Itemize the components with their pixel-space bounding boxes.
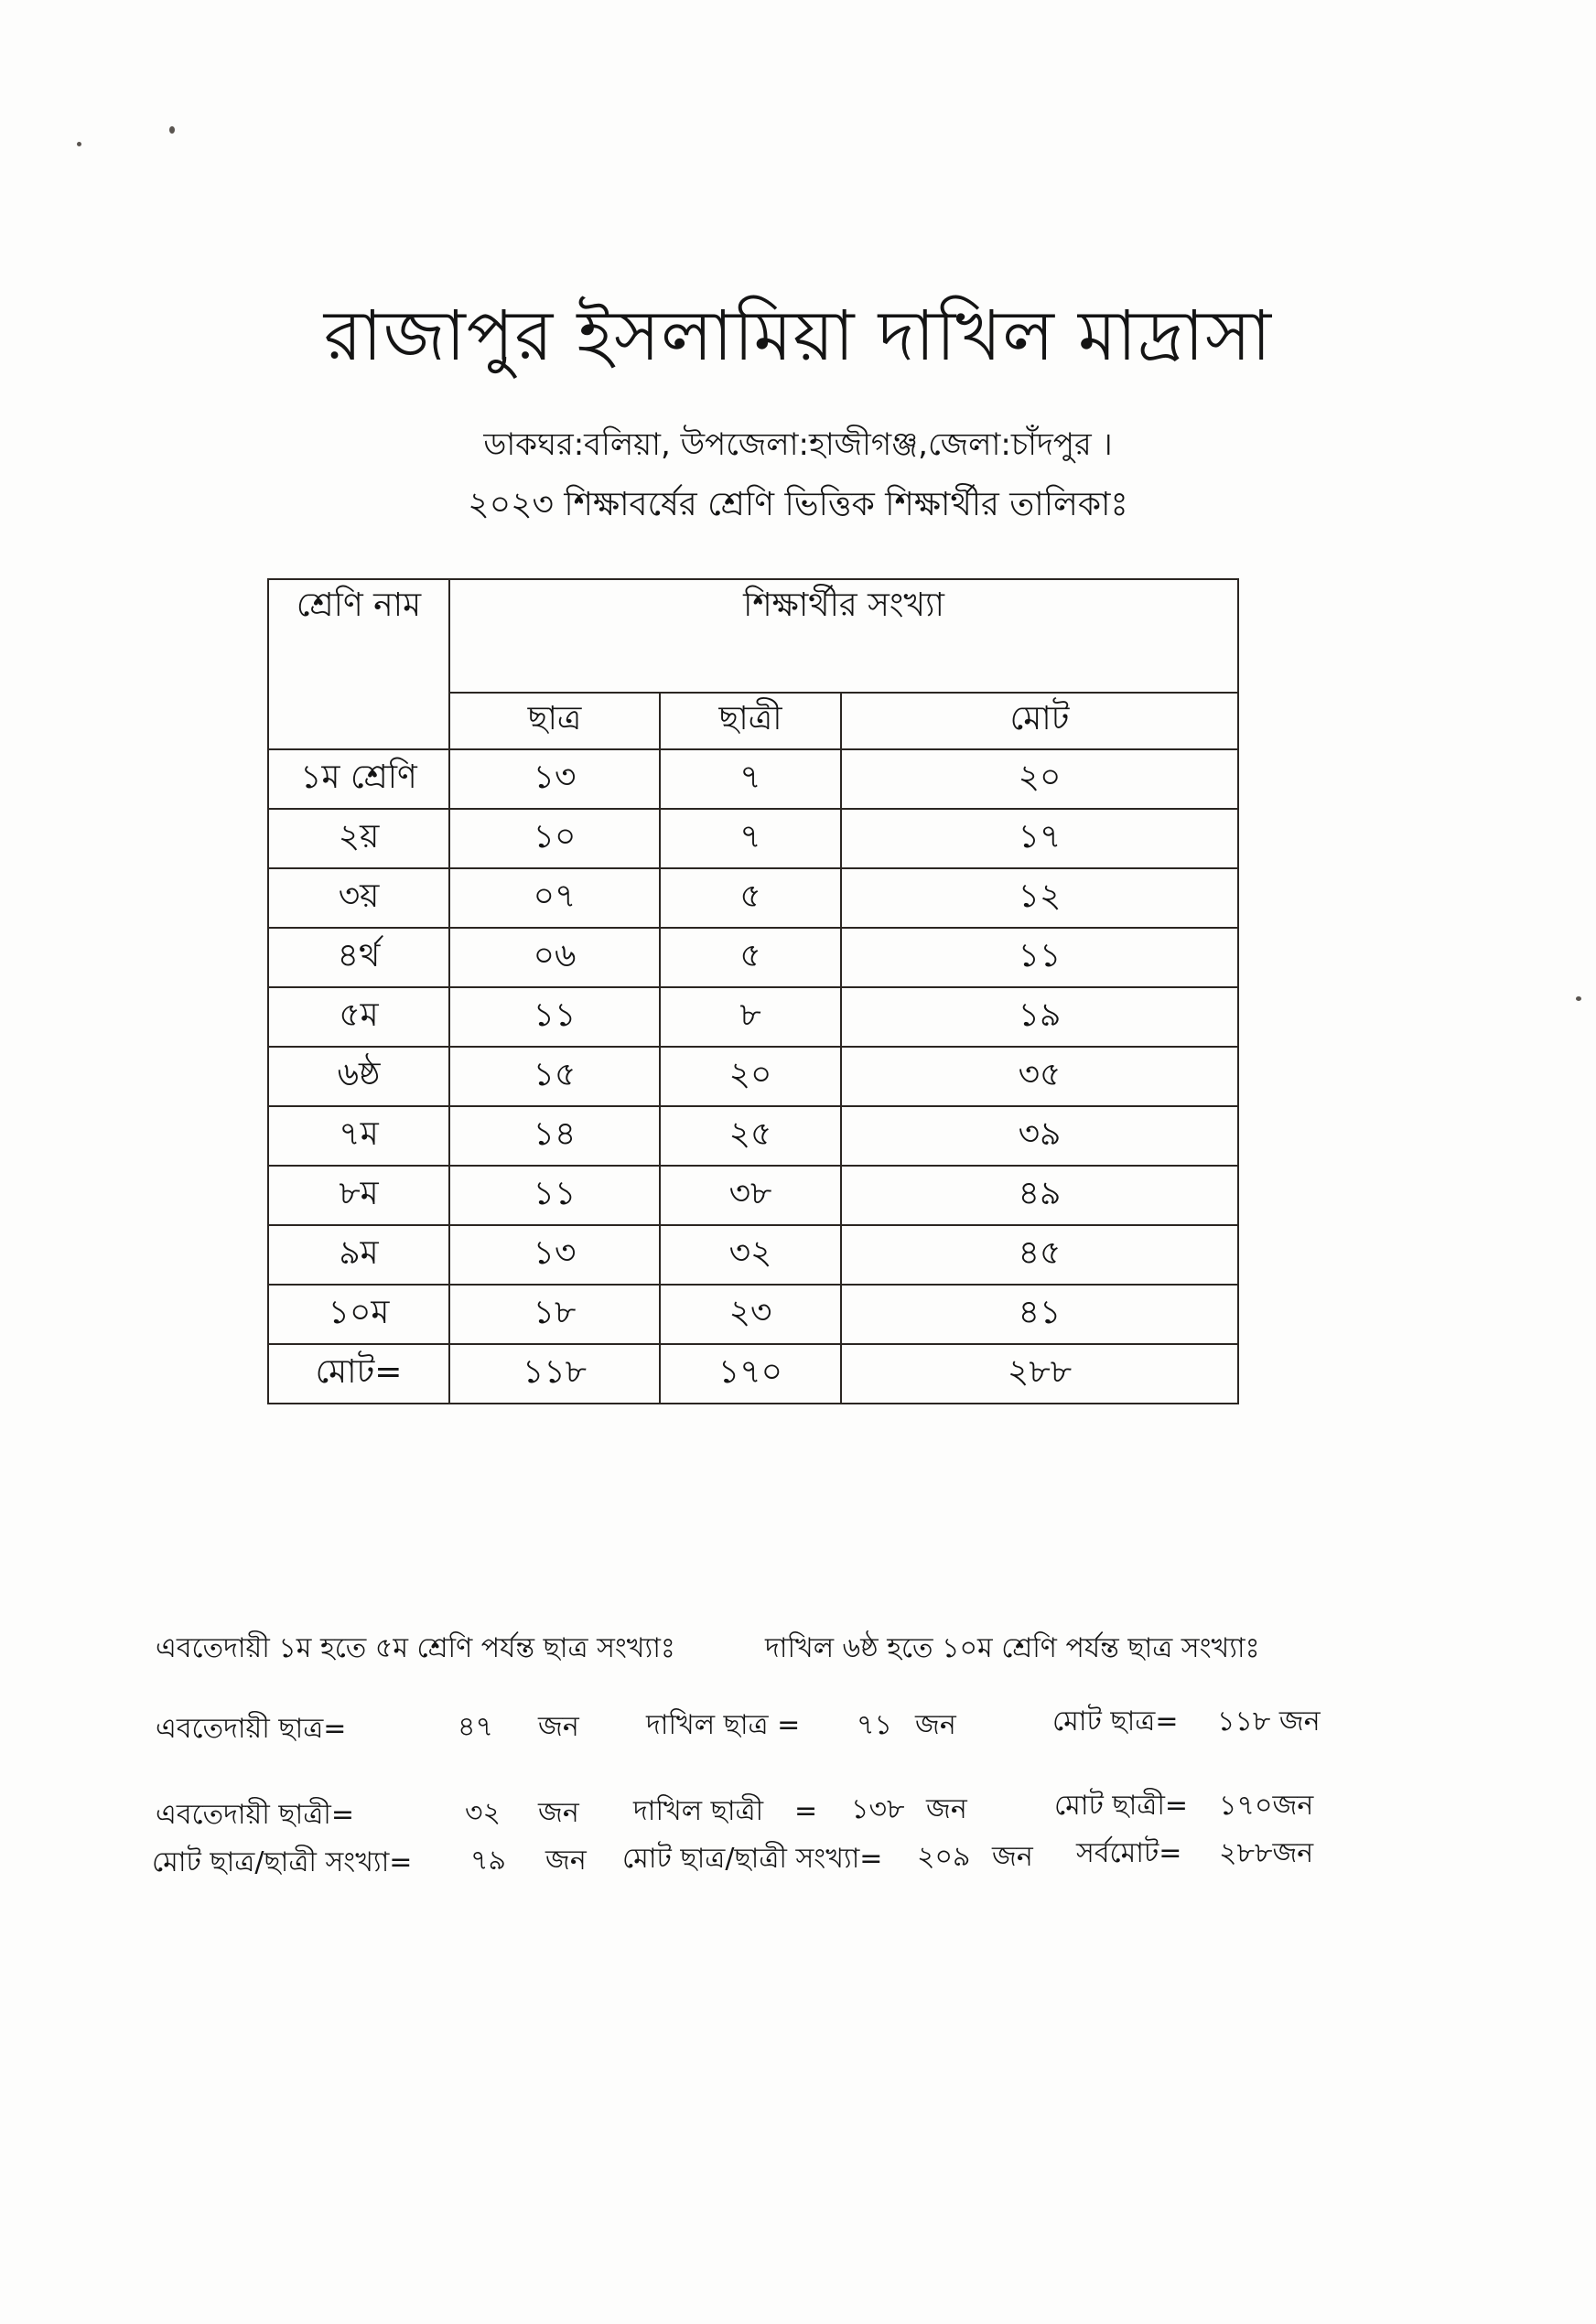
boys-cell: ১৫ — [449, 1047, 660, 1106]
boys-cell: ১৩ — [449, 749, 660, 809]
list-subtitle: ২০২৩ শিক্ষাবর্ষের শ্রেণি ভিত্তিক শিক্ষার্থীর তালিকাঃ — [468, 486, 1128, 523]
total-girls-label: মোট ছাত্রী= — [1054, 1790, 1189, 1822]
table-row — [268, 809, 1238, 868]
ebtedayi-all-label: মোট ছাত্র/ছাত্রী সংখ্যা= — [152, 1846, 413, 1878]
ebtedayi-girls-value: ৩২ — [465, 1797, 501, 1829]
class-cell: ১০ম — [268, 1285, 449, 1344]
girls-cell: ২০ — [660, 1047, 841, 1106]
total-cell: ২০ — [841, 749, 1238, 809]
boys-cell: ০৬ — [449, 928, 660, 987]
table-row — [268, 1285, 1238, 1344]
girls-cell: ২৩ — [660, 1285, 841, 1344]
girls-cell: ২৫ — [660, 1106, 841, 1166]
table-row — [268, 749, 1238, 809]
boys-cell: ১১ — [449, 1166, 660, 1225]
ebtedayi-boys-unit: জন — [538, 1711, 579, 1743]
student-count-header: শিক্ষার্থীর সংখ্যা — [449, 579, 1238, 693]
dakhil-boys-value: ৭১ — [857, 1709, 892, 1741]
girls-cell: ৮ — [660, 987, 841, 1047]
table-row — [268, 868, 1238, 928]
total-cell: ১১ — [841, 928, 1238, 987]
ebtedayi-boys-label: এবতেদায়ী ছাত্র= — [156, 1713, 347, 1745]
total-cell: ১৯ — [841, 987, 1238, 1047]
table-row — [268, 928, 1238, 987]
table-row — [268, 1225, 1238, 1285]
dakhil-all-value: ২০৯ — [917, 1841, 971, 1873]
dakhil-girls-unit: জন — [926, 1793, 967, 1825]
class-cell: ৪র্থ — [268, 928, 449, 987]
girls-header: ছাত্রী — [660, 693, 841, 749]
class-cell: ৯ম — [268, 1225, 449, 1285]
boys-cell: ১৩ — [449, 1225, 660, 1285]
dakhil-girls-equals: = — [794, 1795, 818, 1827]
total-cell: ১২ — [841, 868, 1238, 928]
total-cell: ৪৯ — [841, 1166, 1238, 1225]
total-cell: ৩৯ — [841, 1106, 1238, 1166]
girls-cell: ৩২ — [660, 1225, 841, 1285]
dakhil-boys-label: দাখিল ছাত্র = — [646, 1709, 801, 1741]
class-cell: ৮ম — [268, 1166, 449, 1225]
table-body — [268, 749, 1238, 1404]
dakhil-all-label: মোট ছাত্র/ছাত্রী সংখ্যা= — [622, 1843, 883, 1875]
girls-cell: ৩৮ — [660, 1166, 841, 1225]
school-title: রাজাপুর ইসলামিয়া দাখিল মাদ্রাসা — [323, 295, 1273, 376]
table-row — [268, 1106, 1238, 1166]
total-boys-cell: ১১৮ — [449, 1344, 660, 1404]
dakhil-all-unit: জন — [992, 1841, 1033, 1873]
total-cell: ৩৫ — [841, 1047, 1238, 1106]
class-cell: ৬ষ্ঠ — [268, 1047, 449, 1106]
grand-total-label: সর্বমোট= — [1076, 1837, 1182, 1869]
dakhil-girls-value: ১৩৮ — [851, 1793, 905, 1825]
scan-speck — [1576, 996, 1581, 1001]
table-row — [268, 987, 1238, 1047]
table-row — [268, 1047, 1238, 1106]
student-count-table — [267, 578, 1239, 1404]
ebtedayi-boys-value: ৪৭ — [458, 1711, 493, 1743]
total-cell: ৪১ — [841, 1285, 1238, 1344]
girls-cell: ৫ — [660, 928, 841, 987]
dakhil-heading: দাখিল ৬ষ্ঠ হতে ১০ম শ্রেণি পর্যন্ত ছাত্র সংখ্যাঃ — [765, 1632, 1260, 1664]
total-label-cell: মোট= — [268, 1344, 449, 1404]
boys-cell: ০৭ — [449, 868, 660, 928]
boys-cell: ১৪ — [449, 1106, 660, 1166]
table-row — [268, 1166, 1238, 1225]
boys-cell: ১৮ — [449, 1285, 660, 1344]
scan-speck — [169, 126, 175, 134]
ebtedayi-heading: এবতেদায়ী ১ম হতে ৫ম শ্রেণি পর্যন্ত ছাত্র সংখ্যাঃ — [156, 1632, 675, 1664]
class-cell: ২য় — [268, 809, 449, 868]
ebtedayi-all-value: ৭৯ — [470, 1845, 506, 1877]
school-address: ডাকঘর:বলিয়া, উপজেলা:হাজীগঞ্জ,জেলা:চাঁদপুর । — [483, 426, 1113, 463]
girls-cell: ৭ — [660, 749, 841, 809]
ebtedayi-girls-unit: জন — [538, 1797, 579, 1829]
total-row — [268, 1344, 1238, 1404]
boys-cell: ১০ — [449, 809, 660, 868]
total-cell: ৪৫ — [841, 1225, 1238, 1285]
boys-cell: ১১ — [449, 987, 660, 1047]
ebtedayi-girls-label: এবতেদায়ী ছাত্রী= — [156, 1799, 354, 1831]
scan-speck — [77, 142, 81, 146]
dakhil-girls-label: দাখিল ছাত্রী — [633, 1795, 764, 1827]
ebtedayi-all-unit: জন — [545, 1845, 587, 1877]
grand-total-value: ২৮৮জন — [1219, 1837, 1314, 1869]
class-cell: ৭ম — [268, 1106, 449, 1166]
class-cell: ৩য় — [268, 868, 449, 928]
total-girls-cell: ১৭০ — [660, 1344, 841, 1404]
total-girls-value: ১৭০জন — [1219, 1790, 1314, 1822]
girls-cell: ৫ — [660, 868, 841, 928]
class-cell: ১ম শ্রেণি — [268, 749, 449, 809]
total-boys-label: মোট ছাত্র= — [1052, 1705, 1179, 1738]
class-name-header: শ্রেণি নাম — [268, 579, 449, 749]
total-boys-value: ১১৮ জন — [1217, 1705, 1321, 1738]
total-cell: ১৭ — [841, 809, 1238, 868]
dakhil-boys-unit: জন — [915, 1709, 956, 1741]
boys-header: ছাত্র — [449, 693, 660, 749]
girls-cell: ৭ — [660, 809, 841, 868]
class-cell: ৫ম — [268, 987, 449, 1047]
total-header: মোট — [841, 693, 1238, 749]
grand-total-cell: ২৮৮ — [841, 1344, 1238, 1404]
